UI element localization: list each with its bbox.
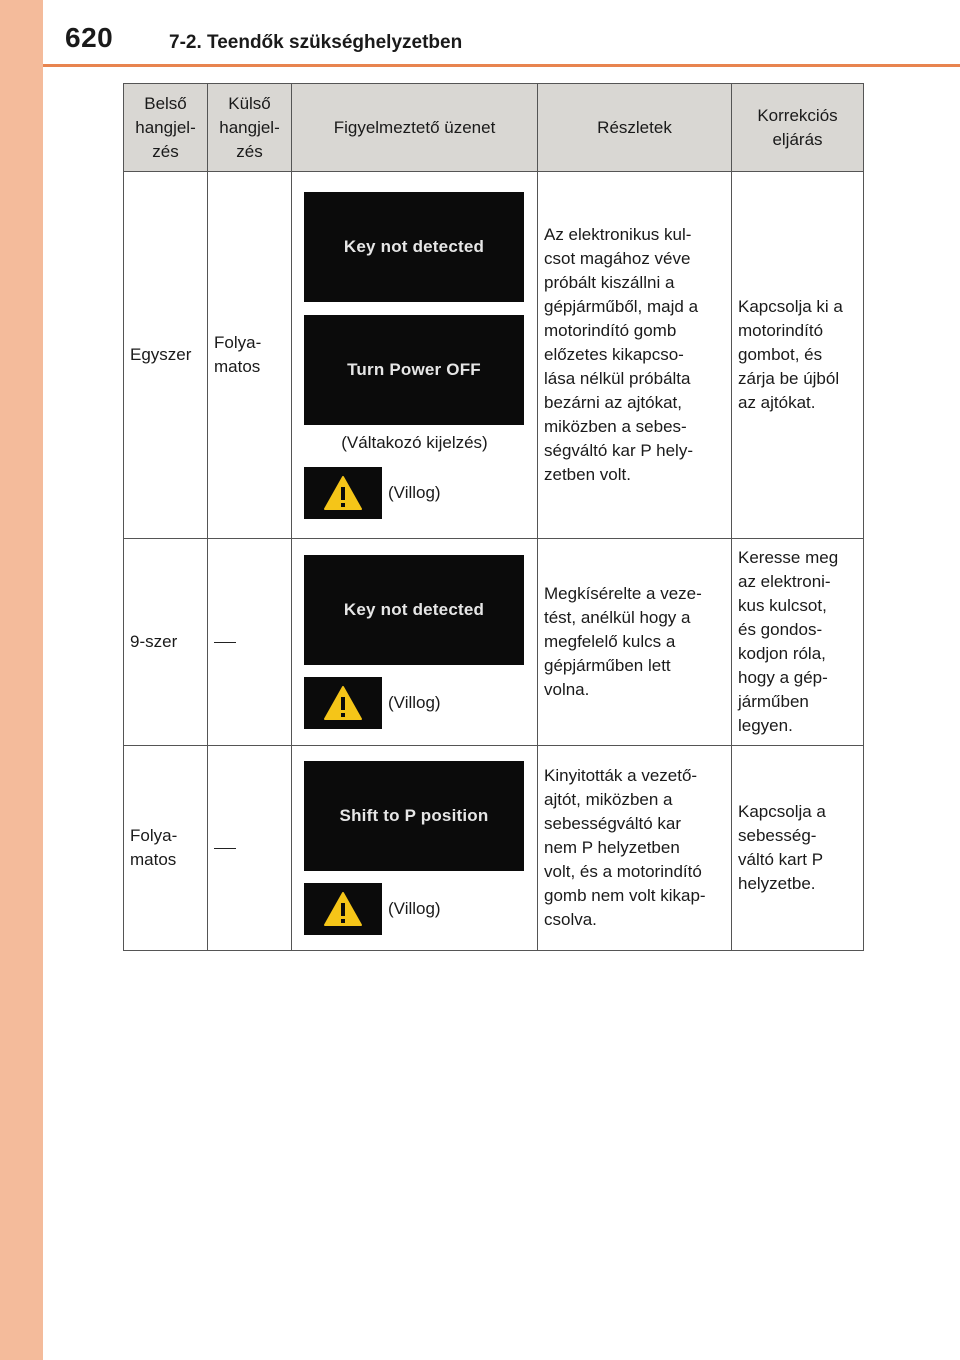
header-line: Belső <box>144 93 187 113</box>
header-line: hangjel- <box>219 117 280 137</box>
display-screen <box>304 555 524 665</box>
cell-line: gomb nem volt kikap- <box>544 886 706 905</box>
header-warning-message: Figyelmeztető üzenet <box>292 84 538 172</box>
cell-line: váltó kart P <box>738 850 824 869</box>
page-number: 620 <box>65 22 114 53</box>
header-line: Külső <box>228 93 271 113</box>
cell-line: sebesség- <box>738 826 817 845</box>
warning-triangle-icon <box>304 467 382 519</box>
cell-line: nem P helyzetben <box>544 838 680 857</box>
header-details: Részletek <box>538 84 732 172</box>
outer-signal-cell <box>208 746 292 951</box>
cell-line: Kapcsolja a <box>738 802 826 821</box>
details-cell <box>538 172 732 539</box>
cell-line: előzetes kikapcso- <box>544 345 684 364</box>
cell-line: az elektroni- <box>738 572 831 591</box>
dash-mark <box>214 848 236 849</box>
dash-mark <box>214 642 236 643</box>
screen-caption: (Váltakozó kijelzés) <box>341 432 488 452</box>
cell-line: megfelelő kulcs a <box>544 632 676 651</box>
cell-line: gombot, és <box>738 345 823 364</box>
table-row <box>124 746 864 951</box>
page-header <box>43 0 960 64</box>
cell-line: kus kulcsot, <box>738 596 827 615</box>
cell-line: matos <box>130 850 177 869</box>
header-line: hangjel- <box>135 117 196 137</box>
outer-signal-cell <box>208 172 292 539</box>
cell-line: az ajtókat. <box>738 393 816 412</box>
cell-line: Folya- <box>130 826 178 845</box>
header-line: zés <box>236 141 263 161</box>
header-line: eljárás <box>772 129 823 149</box>
section-title: 7-2. Teendők szükséghelyzetben <box>169 32 463 53</box>
warning-table <box>123 83 864 951</box>
cell-line: Megkísérelte a veze- <box>544 584 702 603</box>
cell-line: próbált kiszállni a <box>544 273 675 292</box>
correction-cell <box>732 539 864 746</box>
warning-triangle-icon <box>304 677 382 729</box>
message-cell <box>292 539 538 746</box>
header-line: zés <box>152 141 179 161</box>
warning-indicator <box>304 467 525 519</box>
cell-line: gépjárműből, majd a <box>544 297 699 316</box>
cell-line: sebességváltó kar <box>544 814 682 833</box>
warning-label: (Villog) <box>388 482 441 502</box>
correction-cell <box>732 746 864 951</box>
header-outer-signal <box>208 84 292 172</box>
cell-line: hogy a gép- <box>738 668 828 687</box>
cell-line: csot magához véve <box>544 249 691 268</box>
cell-line: tést, anélkül hogy a <box>544 608 691 627</box>
header-line: Korrekciós <box>757 105 838 125</box>
cell-line: motorindító <box>738 321 824 340</box>
header-inner-signal <box>124 84 208 172</box>
cell-line: Keresse meg <box>738 548 839 567</box>
header-rule <box>43 64 960 67</box>
outer-signal-cell <box>208 539 292 746</box>
table-row <box>124 172 864 539</box>
cell-line: járműben <box>738 692 809 711</box>
inner-signal-cell: 9-szer <box>124 539 208 746</box>
cell-line: ségváltó kar P hely- <box>544 441 693 460</box>
cell-line: volt, és a motorindító <box>544 862 702 881</box>
cell-line: bezárni az ajtókat, <box>544 393 682 412</box>
cell-line: kodjon róla, <box>738 644 826 663</box>
inner-signal-cell: Egyszer <box>124 172 208 539</box>
cell-line: Kapcsolja ki a <box>738 297 843 316</box>
cell-line: és gondos- <box>738 620 823 639</box>
warning-label: (Villog) <box>388 693 441 712</box>
cell-line: lása nélkül próbálta <box>544 369 691 388</box>
display-screen <box>304 761 524 871</box>
side-color-strip <box>0 0 43 1360</box>
cell-line: volna. <box>544 680 590 699</box>
screen-text: Key not detected <box>343 236 485 256</box>
display-screen <box>304 315 524 425</box>
inner-signal-cell <box>124 746 208 951</box>
details-cell <box>538 539 732 746</box>
cell-line: csolva. <box>544 910 597 929</box>
table-row <box>124 539 864 746</box>
warning-triangle-icon <box>304 883 382 935</box>
screen-text: Turn Power OFF <box>347 359 481 379</box>
screen-text: Key not detected <box>343 600 485 619</box>
warning-label: (Villog) <box>388 899 441 918</box>
cell-line: legyen. <box>738 716 793 735</box>
warning-indicator <box>304 883 525 935</box>
cell-line: motorindító gomb <box>544 321 677 340</box>
cell-line: ajtót, miközben a <box>544 790 673 809</box>
message-cell <box>292 746 538 951</box>
table-header-row <box>124 84 864 172</box>
display-screen <box>304 192 524 302</box>
correction-cell <box>732 172 864 539</box>
screen-text: Shift to P position <box>339 806 489 825</box>
cell-line: miközben a sebes- <box>544 417 687 436</box>
warning-indicator <box>304 677 525 729</box>
details-cell <box>538 746 732 951</box>
cell-line: zetben volt. <box>544 465 631 484</box>
message-cell <box>292 172 538 539</box>
cell-line: zárja be újból <box>738 369 840 388</box>
cell-line: Az elektronikus kul- <box>544 225 692 244</box>
cell-line: helyzetbe. <box>738 874 816 893</box>
cell-line: Folya- <box>214 333 262 352</box>
cell-line: matos <box>214 357 261 376</box>
cell-line: Kinyitották a vezető- <box>544 766 698 785</box>
header-correction <box>732 84 864 172</box>
cell-line: gépjárműben lett <box>544 656 671 675</box>
